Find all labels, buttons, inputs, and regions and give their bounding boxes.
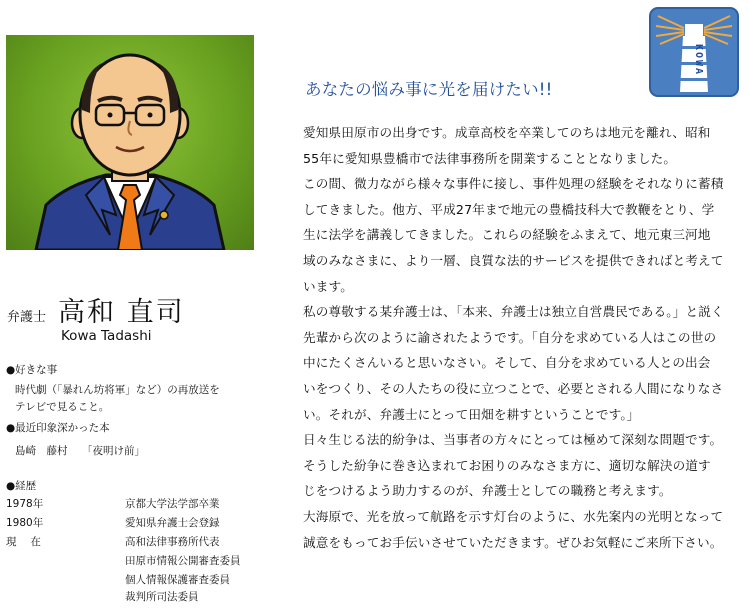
career-desc-4: 田原市情報公開審査委員 <box>125 555 241 567</box>
message-line: そうした紛争に巻き込まれてお困りのみなさま方に、適切な解決の道す <box>303 457 711 473</box>
career-desc-3: 高和法律事務所代表 <box>125 536 220 548</box>
favorite-heading: ●好きな事 <box>6 364 58 376</box>
message-line: 生に法学を講義してきました。これらの経験をふまえて、地元東三河地 <box>303 227 711 243</box>
message-line: この間、微力ながら様々な事件に接し、事件処理の経験をそれなりに蓄積 <box>303 176 724 192</box>
career-year-1: 1978年 <box>6 498 44 510</box>
lawyer-portrait <box>6 35 254 250</box>
kowa-logo <box>648 6 740 98</box>
message-line: います。 <box>303 278 353 294</box>
career-heading: ●経歴 <box>6 480 37 492</box>
message-line: 中にたくさんいると思いなさい。そして、自分を求めている人との出会 <box>303 355 711 371</box>
message-headline: あなたの悩み事に光を届けたい!! <box>305 80 553 99</box>
logo-text: KOWA <box>693 44 704 77</box>
career-year-2: 1980年 <box>6 517 44 529</box>
lawyer-portrait-illustration <box>6 35 254 250</box>
career-desc-1: 京都大学法学部卒業 <box>125 498 220 510</box>
career-desc-2: 愛知県弁護士会登録 <box>125 517 220 529</box>
favorite-line-2: テレビで見ること。 <box>15 401 110 413</box>
lawyer-name: 高和 直司 <box>58 297 185 328</box>
message-line: 私の尊敬する某弁護士は、「本来、弁護士は独立自営農民である。」と説く <box>303 304 724 320</box>
message-line: 域のみなさまに、より一層、良質な法的サービスを提供できればと考えて <box>303 252 724 268</box>
message-body <box>303 120 745 555</box>
role-label: 弁護士 <box>7 310 47 325</box>
career-desc-5: 個人情報保護審査委員 <box>125 574 230 586</box>
message-line: いをつくり、その人たちの役に立つことで、必要とされる人間になりなさ <box>303 380 724 396</box>
message-line: してきました。他方、平成27年まで地元の豊橋技科大で教鞭をとり、学 <box>303 201 715 217</box>
favorite-line-1: 時代劇（「暴れん坊将軍」など）の再放送を <box>15 384 220 396</box>
message-line: 誠意をもってお手伝いさせていただきます。ぜひお気軽にご来所下さい。 <box>303 534 723 550</box>
message-line: 大海原で、光を放って航路を示す灯台のように、水先案内の光明となって <box>303 508 724 524</box>
message-line: 日々生じる法的紛争は、当事者の方々にとっては極めて深刻な問題です。 <box>303 432 723 448</box>
career-desc-6: 裁判所司法委員 <box>125 591 199 603</box>
lawyer-name-romaji: Kowa Tadashi <box>61 328 152 344</box>
career-year-3: 現 在 <box>6 536 41 548</box>
lighthouse-logo <box>648 6 740 98</box>
book-author: 島崎 藤村 <box>15 445 68 457</box>
book-heading: ●最近印象深かった本 <box>6 422 110 434</box>
book-title: 「夜明け前」 <box>82 445 145 457</box>
message-line: 愛知県田原市の出身です。成章高校を卒業してのちは地元を離れ、昭和 <box>303 125 711 140</box>
message-line: 55年に愛知県豊橋市で法律事務所を開業することとなりました。 <box>303 150 677 166</box>
message-line: 先輩から次のように諭されたようです。「自分を求めている人はこの世の <box>303 329 717 345</box>
message-line: じをつけるよう助力するのが、弁護士としての職務と考えます。 <box>303 483 672 499</box>
message-line: い。それが、弁護士にとって田畑を耕すということです。」 <box>303 406 640 422</box>
